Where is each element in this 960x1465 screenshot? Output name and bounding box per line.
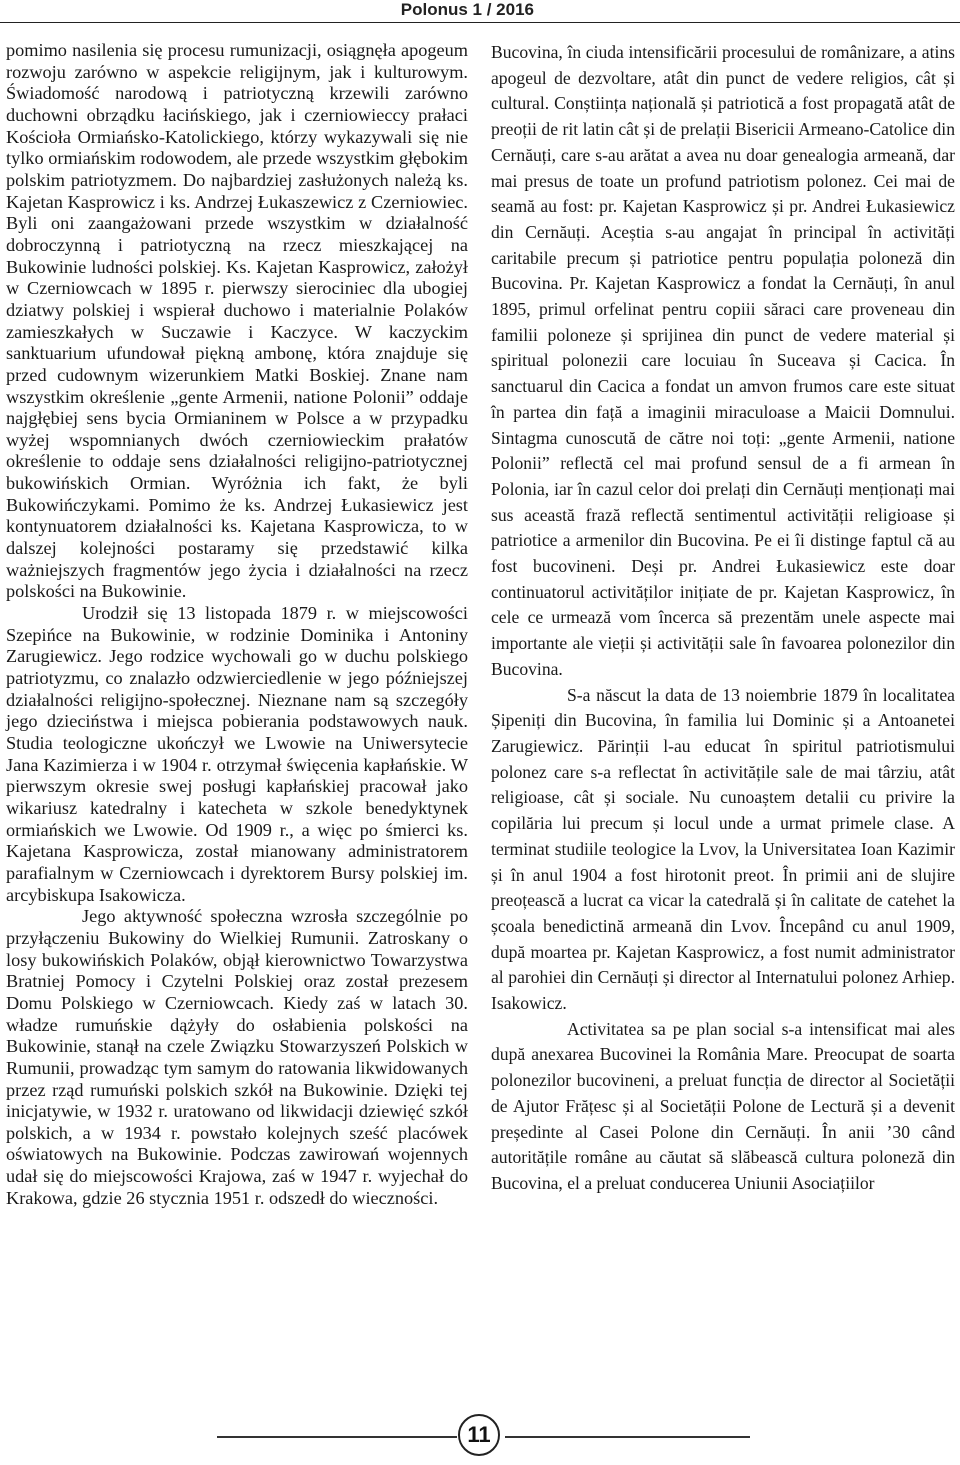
page-header [0,0,960,23]
footer-rule-right [505,1436,750,1438]
left-column-polish [6,40,468,1209]
paragraph: pomimo nasilenia się procesu rumunizacji, osiągnęła apogeum rozwoju zarówno w aspekcie religijnym, jak i kulturowym. Świadomość narodową i patriotyczną krzewili zarówno duchowni obrządku łacińskiego, jak i czerniowieccy prałaci Kościoła Ormiańsko-Katolickiego, którzy wykazywali się nie tylko ormiańskim rodowodem, ale przede wszystkim głębokim polskim patriotyzmem. Do najbardziej zasłużonych należą ks. Kajetan Kasprowicz i ks. Andrzej Łukaszewicz z Czerniowiec. Byli oni zaangażowani przede wszystkim w działalność dobroczynną i patriotyczną na rzecz mieszkającej na Bukowinie ludności polskiej. Ks. Kajetan Kasprowicz, założył w Czerniowcach w 1895 r. pierwszy sierociniec dla ubogiej dziatwy polskiej i wspierał duchowo i materialnie Polaków zamieszkałych w Suczawie i Kaczyce. W kaczyckim sanktuarium ufundował piękną ambonę, która znajduje się przed cudownym wizerunkiem Matki Boskiej. Znane nam wszystkim określenie „gente Armenii, natione Polonii” oddaje najgłębiej sens bycia Ormianinem w Polsce a w przypadku wyżej wspomnianych dwóch czerniowieckim prałatów określenie to oddaje sens działalności religijno-patriotycznej bukowińskich Ormian. Wyróżnia ich fakt, że byli Bukowińczykami. Pomimo że ks. Andrzej Łukasiewicz jest kontynuatorem działalności ks. Kajetana Kasprowicza, to w dalszej kolejności postaramy się przedstawić kilka ważniejszych fragmentów jego życia i działalności na rzecz polskości na Bukowinie. [6,40,468,602]
paragraph: S-a născut la data de 13 noiembrie 1879 în localitatea Șipeniți din Bucovina, în familia lui Dominic și a Antoanetei Zarugiewicz. Părinții l-au educat în spiritul patriotismului polonez care s-a reflectat în activitățile sale de mai târziu, atât religioase, cât și sociale. Nu cunoaștem detalii cu privire la copilăria lui precum și locul unde a urmat primele clase. A terminat studiile teologice la Lvov, la Universitatea Ioan Kazimir și în anul 1904 a fost hirotonit preot. În primii ani de slujire preoțească a lucrat ca vicar la catedrală și în calitate de catehet la școala benedictină armeană din Lvov. Începând cu anul 1909, după moartea pr. Kajetan Kasprowicz, a fost numit administrator al parohiei din Cernăuți și director al Internatului polonez Arhiep. Isakowicz. [491,684,955,1014]
paragraph: Urodził się 13 listopada 1879 r. w miejscowości Szepińce na Bukowinie, w rodzinie Dominika i Antoniny Zarugiewicz. Jego rodzice wychowali go w duchu polskiego patriotyzmu, co znalazło odzwierciedlenie w jego późniejszej działalności religijno-społecznej. Nieznane nam są szczegóły jego dzieciństwa i miejsca pobierania podstawowych nauk. Studia teologiczne ukończył we Lwowie na Uniwersytecie Jana Kazimierza i w 1904 r. otrzymał święcenia kapłańskie. W pierwszym okresie swej posługi kapłańskiej pracował jako wikariusz katedralny i katecheta w szkole benedyktynek ormiańskich we Lwowie. Od 1909 r., a więc po śmierci ks. Kajetana Kasprowicza, został mianowany administratorem parafialnym w Czerniowcach i dyrektorem Bursy polskiej im. arcybiskupa Isakowicza. [6,603,468,905]
footer-rule-left [217,1436,457,1438]
paragraph: Activitatea sa pe plan social s-a intensificat mai ales după anexarea Bucovinei la România Mare. Preocupat de soarta polonezilor bucovineni, a preluat funcția de director al Societății de Ajutor Frățesc și al Societății Polone de Lectură și a devenit președinte al Casei Polone din Cernăuți. În anii ’30 când autoritățile române au căutat să slăbească cultura poloneză din Bucovina, el a preluat conducerea Uniunii Asociațiilor [491,1018,955,1193]
paragraph: Bucovina, în ciuda intensificării procesului de românizare, a atins apogeul de dezvoltare, atât din punct de vedere religios, cât și cultural. Conștiința națională și patriotică a fost propagată atât de preoții de rit latin cât și de prelații Bisericii Armeano-Catolice din Cernăuți, care s-au arătat a avea nu doar genealogia armeană, dar mai presus de toate un profund patriotism polonez. Cei mai de seamă au fost: pr. Kajetan Kasprowicz și pr. Andrei Łukasiewicz din Cernăuți. Aceștia s-au angajat în principal în activități caritabile precum și patriotice pentru populația poloneză din Bucovina. Pr. Kajetan Kasprowicz a fondat la Cernăuți, în anul 1895, primul orfelinat pentru copiii săraci care proveneau din familii poloneze și sprijinea din punct de vedere material și spiritual polonezii care locuiau în Suceava și Cacica. În sanctuarul din Cacica a fondat un amvon frumos care este situat în partea din față a imaginii miraculoase a Maicii Domnului. Sintagma cunoscută de către noi toți: „gente Armenii, natione Polonii” reflectă cel mai profund sensul de a fi armean în Polonia, iar în cazul celor doi prelați din Cernăuți menționați mai sus această frază reflectă sentimentul activității religioase și patriotice a armenilor din Bucovina. Pe ei îi distinge faptul că au fost bucovineni. Deși pr. Andrei Łukasiewicz este doar continuatorul activităților inițiate de pr. Kajetan Kasprowicz, în cele ce urmează vom încerca să prezentăm unele aspecte mai importante ale vieții și activității sale în favoarea polonezilor din Bucovina. [491,42,955,679]
journal-title: Polonus 1 / 2016 [400,0,534,19]
page-number: 11 [458,1414,500,1456]
right-column-romanian [491,40,955,1197]
paragraph: Jego aktywność społeczna wzrosła szczególnie po przyłączeniu Bukowiny do Wielkiej Rumunii. Zatroskany o losy bukowińskich Polaków, objął kierownictwo Towarzystwa Bratniej Pomocy i Czytelni Polskiej oraz został prezesem Domu Polskiego w Czerniowcach. Kiedy zaś w latach 30. władze rumuńskie dążyły do osłabienia polskości na Bukowinie, stanął na czele Związku Stowarzyszeń Polskich w Rumunii, prowadząc tym samym do ratowania likwidowanych przez rząd rumuński polskich szkół na Bukowinie. Dzięki tej inicjatywie, w 1932 r. uratowano od likwidacji dziewięć szkół polskich, a w 1934 r. powstało kolejnych sześć placówek oświatowych na Bukowinie. Podczas zawirowań wojennych udał się do miejscowości Krajowa, zaś w 1947 r. wyjechał do Krakowa, gdzie 26 stycznia 1951 r. odszedł do wieczności. [6,906,468,1208]
